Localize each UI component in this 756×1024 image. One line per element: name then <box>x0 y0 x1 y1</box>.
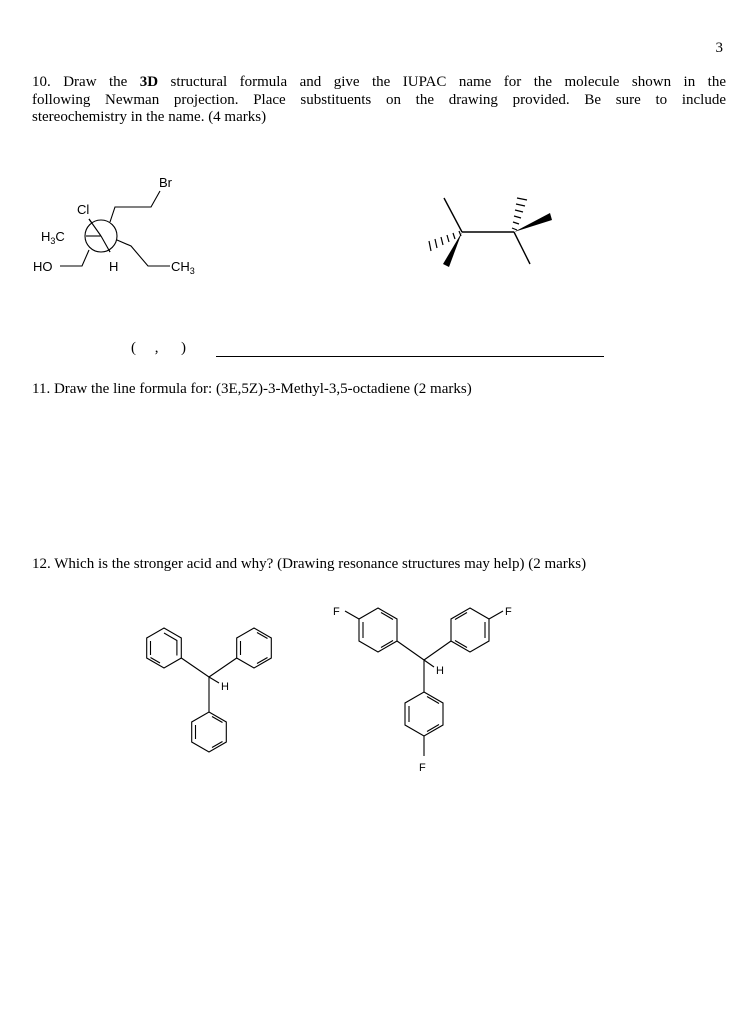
newman-label-ho: HO <box>33 259 53 274</box>
question-10-text-b: structural formula and give the IUPAC name for the molecule shown in the <box>158 74 726 90</box>
newman-label-br: Br <box>159 175 172 190</box>
question-10-bold-3d: 3D <box>139 74 159 90</box>
label-f-bottom: F <box>419 762 426 774</box>
question-10-line-2: following Newman projection. Place substituents on the drawing provided. Be sure to include <box>32 91 726 108</box>
bond-ring-e-f <box>489 611 503 619</box>
label-h-left: H <box>221 681 229 693</box>
bond-ring-d-f <box>345 611 359 619</box>
question-12: 12. Which is the stronger acid and why? (Drawing resonance structures may help) (2 marks) <box>32 556 587 572</box>
question-10-line-3: stereochemistry in the name. (4 marks) <box>32 109 267 125</box>
newman-label-h3c: $H_3C$ <box>41 229 65 246</box>
answer-name-parentheses: ( , ) <box>131 340 186 356</box>
bond-center-h-right <box>424 660 434 667</box>
fluorophenyl-ring-e <box>451 608 489 652</box>
bond-center-ring-e <box>424 641 451 660</box>
label-h-right: H <box>436 665 444 677</box>
label-f-left: F <box>333 606 340 618</box>
question-10-number: 10. <box>32 74 51 90</box>
question-11: 11. Draw the line formula for: (3E,5Z)-3-Methyl-3,5-octadiene (2 marks) <box>32 381 472 397</box>
fluorophenyl-ring-d <box>359 608 397 652</box>
newman-label-cl: Cl <box>77 202 90 217</box>
newman-label-ch3: $CH_3$ <box>171 259 195 276</box>
label-f-right: F <box>505 606 512 618</box>
bond-center-ring-d <box>397 641 424 660</box>
question-10-text-a: Draw the <box>50 74 140 90</box>
newman-label-h: H <box>109 259 119 274</box>
fluorophenyl-ring-f <box>405 692 443 736</box>
page-number: 3 <box>715 40 723 56</box>
